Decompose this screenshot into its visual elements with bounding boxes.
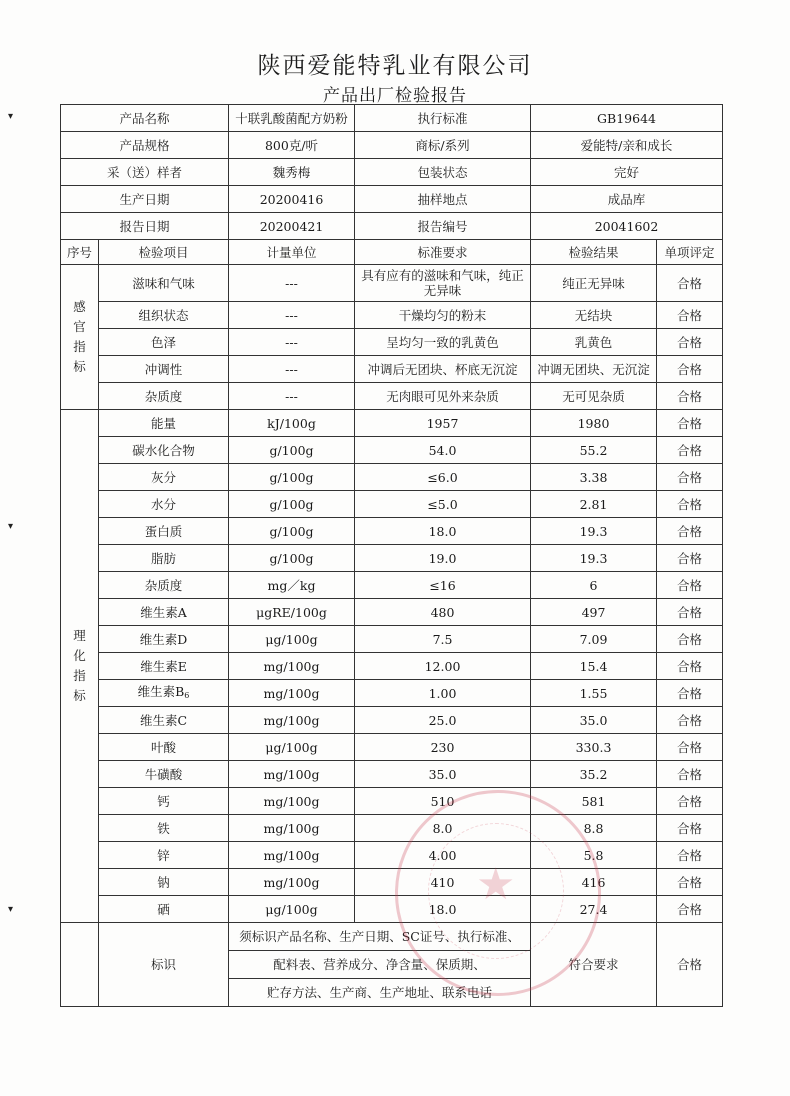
standard: 410 (355, 869, 531, 896)
item-name (99, 329, 229, 356)
item-name (99, 869, 229, 896)
item-label: 冲调性 (144, 361, 183, 377)
result: 416 (531, 869, 657, 896)
sensory-section (61, 265, 723, 410)
info-label: 报告编号 (355, 213, 531, 240)
table-row (61, 383, 723, 410)
table-row (61, 896, 723, 923)
item-label: 水分 (151, 496, 177, 512)
punch-mark: ▾ (8, 521, 14, 532)
item-name (99, 545, 229, 572)
unit: g/100g (229, 437, 355, 464)
info-row (61, 159, 723, 186)
unit: kJ/100g (229, 410, 355, 437)
item-label: 灰分 (151, 469, 177, 485)
evaluation: 合格 (657, 265, 723, 302)
info-value: 800克/听 (229, 132, 355, 159)
col-unit: 计量单位 (229, 240, 355, 265)
info-row (61, 213, 723, 240)
unit: mg/100g (229, 788, 355, 815)
result: 497 (531, 599, 657, 626)
item-name (99, 842, 229, 869)
col-item: 检验项目 (99, 240, 229, 265)
table-row (61, 572, 723, 599)
unit: μg/100g (229, 896, 355, 923)
unit: mg/100g (229, 680, 355, 707)
evaluation: 合格 (657, 653, 723, 680)
result: 55.2 (531, 437, 657, 464)
info-label: 产品规格 (61, 132, 229, 159)
evaluation: 合格 (657, 302, 723, 329)
group-label (61, 265, 99, 410)
item-label: 钠 (157, 874, 170, 890)
unit: mg／kg (229, 572, 355, 599)
standard: 230 (355, 734, 531, 761)
standard: 7.5 (355, 626, 531, 653)
item-label: 蛋白质 (144, 523, 183, 539)
unit: mg/100g (229, 815, 355, 842)
evaluation: 合格 (657, 491, 723, 518)
standard: 1.00 (355, 680, 531, 707)
table-row (61, 626, 723, 653)
item-label: 组织状态 (138, 307, 189, 323)
table-row (61, 464, 723, 491)
standard: 4.00 (355, 842, 531, 869)
table-row (61, 410, 723, 437)
item-name (99, 265, 229, 302)
standard: 35.0 (355, 761, 531, 788)
table-row (61, 518, 723, 545)
standard: 8.0 (355, 815, 531, 842)
result: 3.38 (531, 464, 657, 491)
unit: μgRE/100g (229, 599, 355, 626)
standard: ≤5.0 (355, 491, 531, 518)
table-row (61, 842, 723, 869)
item-label: 叶酸 (151, 739, 177, 755)
info-label: 执行标准 (355, 105, 531, 132)
item-name (99, 356, 229, 383)
item-name (99, 491, 229, 518)
evaluation: 合格 (657, 572, 723, 599)
table-row (61, 437, 723, 464)
result: 1.55 (531, 680, 657, 707)
item-label: 杂质度 (144, 577, 183, 593)
standard: 冲调后无团块、杯底无沉淀 (355, 356, 531, 383)
unit: μg/100g (229, 626, 355, 653)
info-label: 采（送）样者 (61, 159, 229, 186)
item-label: 色泽 (151, 334, 177, 350)
evaluation: 合格 (657, 545, 723, 572)
standard: 510 (355, 788, 531, 815)
info-label: 包装状态 (355, 159, 531, 186)
unit: g/100g (229, 464, 355, 491)
unit: mg/100g (229, 842, 355, 869)
evaluation: 合格 (657, 410, 723, 437)
unit: μg/100g (229, 734, 355, 761)
info-value: 爱能特/亲和成长 (531, 132, 723, 159)
result: 15.4 (531, 653, 657, 680)
standard: 19.0 (355, 545, 531, 572)
item-label: 牛磺酸 (144, 766, 183, 782)
item-label: 滋味和气味 (132, 275, 195, 291)
unit: g/100g (229, 491, 355, 518)
standard: 18.0 (355, 896, 531, 923)
table-row (61, 815, 723, 842)
result: 纯正无异味 (531, 265, 657, 302)
item-name (99, 383, 229, 410)
unit: mg/100g (229, 761, 355, 788)
result: 35.0 (531, 707, 657, 734)
unit: g/100g (229, 518, 355, 545)
item-name (99, 626, 229, 653)
table-row (61, 329, 723, 356)
result: 乳黄色 (531, 329, 657, 356)
unit: --- (229, 383, 355, 410)
unit: --- (229, 265, 355, 302)
info-value: 完好 (531, 159, 723, 186)
evaluation: 合格 (657, 869, 723, 896)
evaluation: 合格 (657, 356, 723, 383)
info-value: 十联乳酸菌配方奶粉 (229, 105, 355, 132)
col-standard: 标准要求 (355, 240, 531, 265)
item-name (99, 518, 229, 545)
table-row (61, 491, 723, 518)
evaluation: 合格 (657, 896, 723, 923)
evaluation: 合格 (657, 383, 723, 410)
standard: ≤6.0 (355, 464, 531, 491)
evaluation: 合格 (657, 464, 723, 491)
group-label-char: 指 (73, 668, 86, 683)
table-row (61, 869, 723, 896)
item-label: 维生素A (140, 604, 187, 620)
labeling-eval: 合格 (657, 923, 723, 1007)
result: 8.8 (531, 815, 657, 842)
group-label-char: 官 (73, 319, 86, 334)
info-value: 20200421 (229, 213, 355, 240)
info-row (61, 105, 723, 132)
info-value: 20041602 (531, 213, 723, 240)
standard: 无肉眼可见外来杂质 (355, 383, 531, 410)
punch-mark: ▾ (8, 111, 14, 122)
result: 无可见杂质 (531, 383, 657, 410)
item-label: 铁 (157, 820, 170, 836)
item-name (99, 734, 229, 761)
unit: --- (229, 302, 355, 329)
col-seq: 序号 (61, 240, 99, 265)
item-label: 维生素E (140, 658, 187, 674)
result: 1980 (531, 410, 657, 437)
info-label: 生产日期 (61, 186, 229, 213)
evaluation: 合格 (657, 518, 723, 545)
star-icon: ★ (476, 859, 516, 910)
info-row (61, 132, 723, 159)
table-row (61, 599, 723, 626)
item-name (99, 707, 229, 734)
result: 6 (531, 572, 657, 599)
standard: 干燥均匀的粉末 (355, 302, 531, 329)
group-label-char: 理 (73, 628, 86, 643)
item-name (99, 815, 229, 842)
item-name (99, 437, 229, 464)
unit: g/100g (229, 545, 355, 572)
group-label-char: 感 (73, 299, 86, 314)
table-row (61, 302, 723, 329)
evaluation: 合格 (657, 734, 723, 761)
standard: 25.0 (355, 707, 531, 734)
item-name (99, 896, 229, 923)
result: 冲调无团块、无沉淀 (531, 356, 657, 383)
item-label: 能量 (151, 415, 177, 431)
info-row (61, 186, 723, 213)
item-label: 锌 (157, 847, 170, 863)
physchem-section (61, 410, 723, 923)
evaluation: 合格 (657, 815, 723, 842)
result: 5.8 (531, 842, 657, 869)
unit: --- (229, 329, 355, 356)
result: 581 (531, 788, 657, 815)
col-evaluation: 单项评定 (657, 240, 723, 265)
info-value: 成品库 (531, 186, 723, 213)
item-label: 杂质度 (144, 388, 183, 404)
labeling-seq (61, 923, 99, 1007)
unit: mg/100g (229, 869, 355, 896)
column-header (61, 240, 723, 265)
result: 330.3 (531, 734, 657, 761)
standard: 1957 (355, 410, 531, 437)
table-row (61, 680, 723, 707)
result: 19.3 (531, 545, 657, 572)
standard: 12.00 (355, 653, 531, 680)
standard: 480 (355, 599, 531, 626)
item-label: 脂肪 (151, 550, 177, 566)
company-name: 陕西爱能特乳业有限公司 (257, 53, 533, 79)
evaluation: 合格 (657, 707, 723, 734)
info-label: 产品名称 (61, 105, 229, 132)
standard: 54.0 (355, 437, 531, 464)
item-name (99, 761, 229, 788)
result: 19.3 (531, 518, 657, 545)
group-label (61, 410, 99, 923)
item-name (99, 572, 229, 599)
labeling-item: 标识 (99, 923, 229, 1007)
group-label-char: 标 (73, 688, 86, 703)
item-label: 硒 (157, 901, 170, 917)
item-name (99, 464, 229, 491)
result: 7.09 (531, 626, 657, 653)
table-row (61, 653, 723, 680)
info-label: 报告日期 (61, 213, 229, 240)
unit: --- (229, 356, 355, 383)
labeling-section (61, 923, 723, 1007)
result: 无结块 (531, 302, 657, 329)
item-name (99, 302, 229, 329)
info-section (61, 105, 723, 240)
labeling-line: 配料表、营养成分、净含量、保质期、 (229, 951, 530, 979)
info-value: 20200416 (229, 186, 355, 213)
item-label: 碳水化合物 (132, 442, 195, 458)
labeling-requirements (229, 923, 531, 1007)
table-row (61, 356, 723, 383)
evaluation: 合格 (657, 599, 723, 626)
evaluation: 合格 (657, 329, 723, 356)
result: 2.81 (531, 491, 657, 518)
item-name (99, 653, 229, 680)
table-row (61, 734, 723, 761)
standard: ≤16 (355, 572, 531, 599)
info-label: 商标/系列 (355, 132, 531, 159)
item-name (99, 410, 229, 437)
col-result: 检验结果 (531, 240, 657, 265)
item-label: 维生素B (137, 683, 185, 699)
evaluation: 合格 (657, 680, 723, 707)
standard: 18.0 (355, 518, 531, 545)
unit: mg/100g (229, 653, 355, 680)
table-row (61, 265, 723, 302)
item-label: 钙 (157, 793, 170, 809)
evaluation: 合格 (657, 437, 723, 464)
item-label: 维生素D (139, 631, 188, 647)
item-name (99, 599, 229, 626)
item-label: 维生素C (139, 712, 188, 728)
item-name (99, 788, 229, 815)
result: 35.2 (531, 761, 657, 788)
item-subscript: 6 (184, 690, 190, 700)
table-row (61, 545, 723, 572)
punch-mark: ▾ (8, 904, 14, 915)
report-title: 产品出厂检验报告 (323, 86, 467, 106)
evaluation: 合格 (657, 626, 723, 653)
group-label-char: 指 (73, 339, 86, 354)
labeling-line: 须标识产品名称、生产日期、SC证号、执行标准、 (229, 923, 530, 951)
table-row (61, 707, 723, 734)
table-row (61, 788, 723, 815)
info-label: 抽样地点 (355, 186, 531, 213)
result: 27.4 (531, 896, 657, 923)
evaluation: 合格 (657, 788, 723, 815)
evaluation: 合格 (657, 761, 723, 788)
labeling-result: 符合要求 (531, 923, 657, 1007)
group-label-char: 标 (73, 359, 86, 374)
labeling-line: 贮存方法、生产商、生产地址、联系电话 (267, 985, 493, 1000)
standard: 呈均匀一致的乳黄色 (355, 329, 531, 356)
item-name (99, 680, 229, 707)
info-value: 魏秀梅 (229, 159, 355, 186)
inspection-table (60, 104, 723, 1007)
evaluation: 合格 (657, 842, 723, 869)
info-value: GB19644 (531, 105, 723, 132)
standard: 具有应有的滋味和气味，纯正无异味 (355, 265, 531, 302)
table-row (61, 761, 723, 788)
group-label-char: 化 (73, 648, 86, 663)
unit: mg/100g (229, 707, 355, 734)
